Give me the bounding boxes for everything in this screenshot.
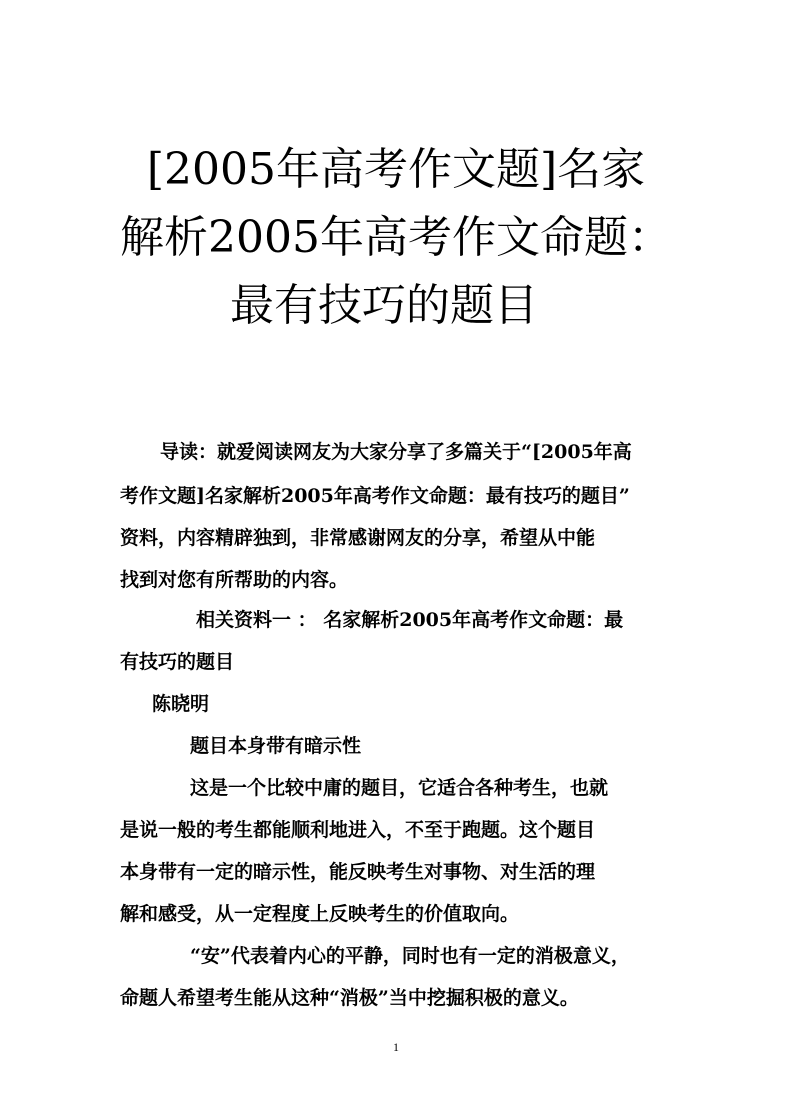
body-line-3: 资料，内容精辟独到，非常感谢网友的分享，希望从中能: [120, 527, 596, 549]
document-title: [0, 140, 792, 336]
body-line-6: 有技巧的题目: [120, 651, 235, 673]
body-line-12: 解和感受，从一定程度上反映考生的价值取向。: [120, 903, 520, 925]
body-line-9: 这是一个比较中庸的题目，它适合各种考生，也就: [190, 777, 609, 799]
body-line-14: 命题人希望考生能从这种“消极”当中挖掘积极的意义。: [120, 987, 579, 1009]
body-line-8: 题目本身带有暗示性: [190, 735, 362, 757]
body-line-4: 找到对您有所帮助的内容。: [120, 569, 349, 591]
body-line-2: 考作文题]名家解析2005年高考作文命题：最有技巧的题目”: [120, 485, 630, 507]
body-line-7: 陈晓明: [152, 693, 210, 715]
title-line-1: [2005年高考作文题]名家: [146, 144, 646, 195]
body-line-11: 本身带有一定的暗示性，能反映考生对事物、对生活的理: [120, 861, 596, 883]
title-line-3: 最有技巧的题目: [230, 280, 538, 331]
body-line-10: 是说一般的考生都能顺利地进入，不至于跑题。这个题目: [120, 819, 596, 841]
page-number: 1: [393, 1040, 399, 1054]
body-line-1: 导读：就爱阅读网友为大家分享了多篇关于“[2005年高: [160, 441, 632, 463]
title-line-2: 解析2005年高考作文命题：: [120, 212, 672, 263]
body-line-13: “安”代表着内心的平静，同时也有一定的消极意义，: [190, 945, 630, 967]
body-line-5: 相关资料一 ： 名家解析2005年高考作文命题：最: [196, 609, 624, 631]
